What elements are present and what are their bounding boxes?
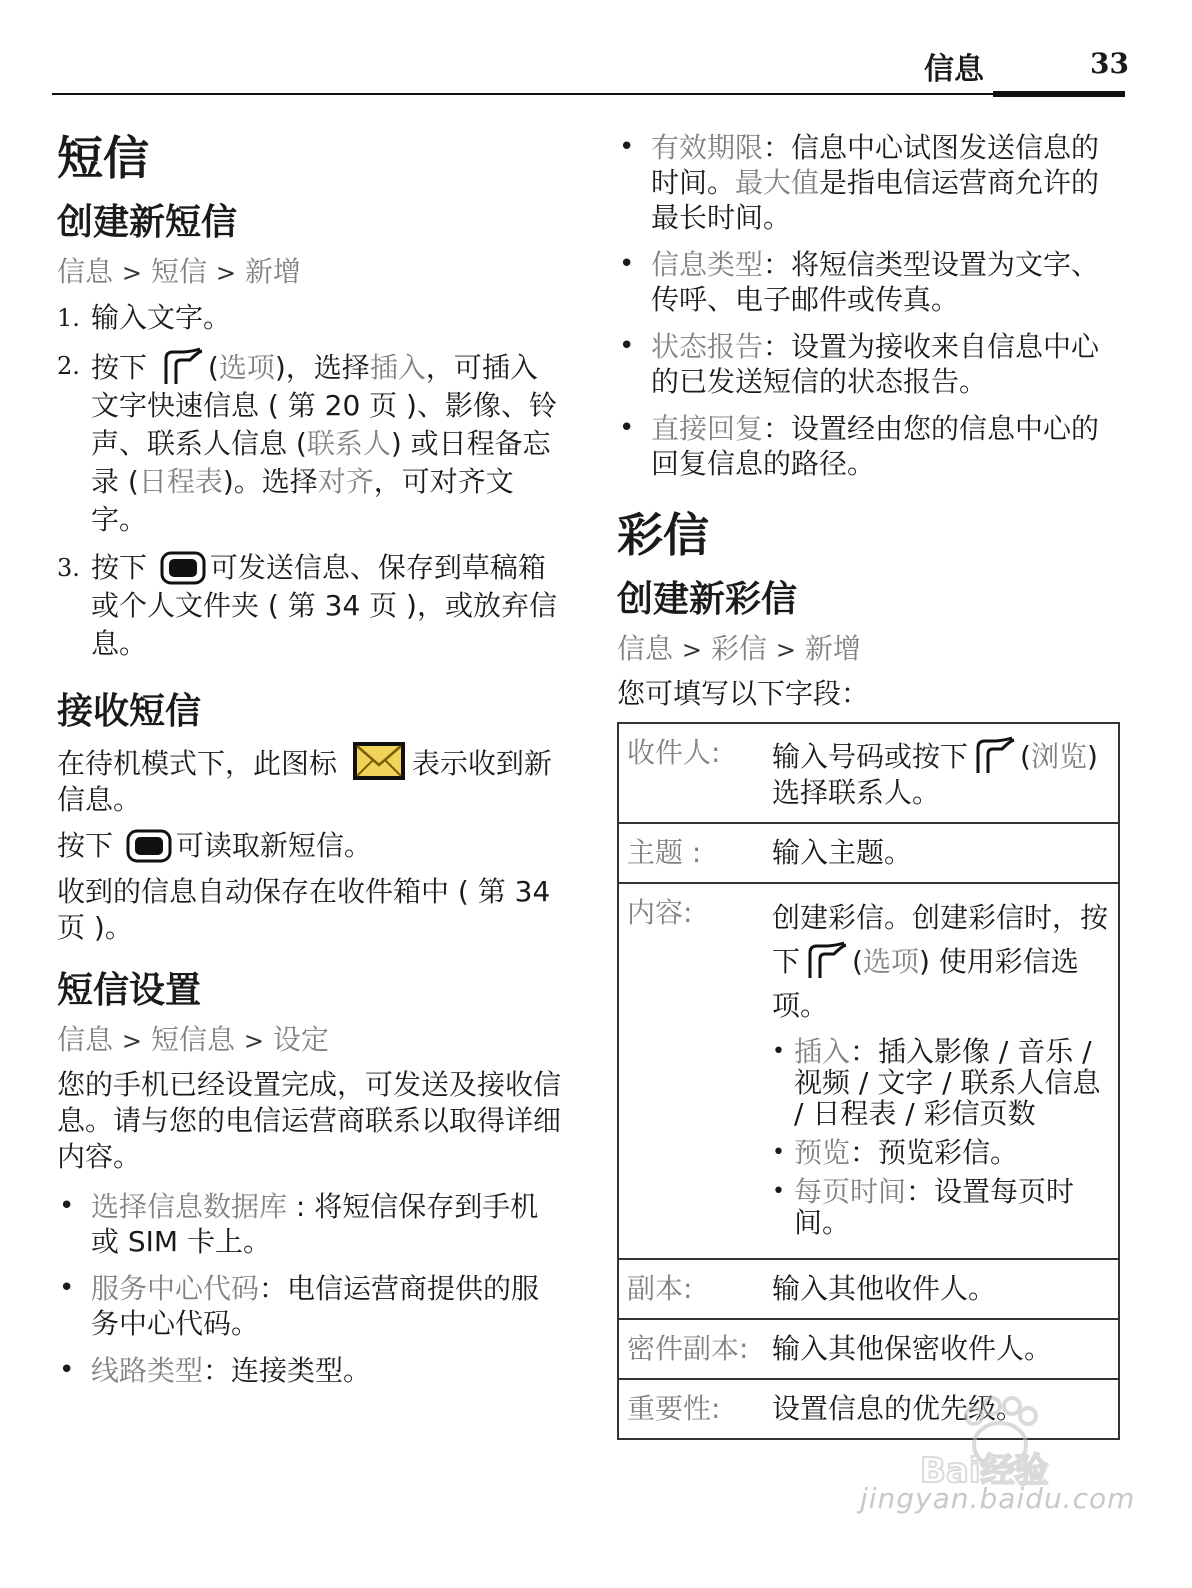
- sms-settings-list: [57, 1189, 562, 1388]
- list-item: • 每页时间：设置每页时间。: [772, 1175, 1075, 1239]
- list-item: • 状态报告：设置为接收来自信息中心的已发送短信的状态报告。: [619, 330, 1100, 398]
- receive-sms-heading: 接收短信: [57, 691, 202, 732]
- center-key-icon: [160, 551, 206, 585]
- table-row: [618, 1259, 1119, 1319]
- list-item: • 有效期限：信息中心试图发送信息的时间。最大值是指电信运营商允许的最长时间。: [619, 131, 1100, 234]
- create-mms-menu-path: 信息 > 彩信 > 新增: [617, 632, 861, 665]
- baidu-watermark-text: jingyan.baidu.com: [860, 1482, 1136, 1515]
- table-row: [618, 883, 1119, 1259]
- step-1: 1. 输入文字。: [57, 301, 232, 334]
- table-row: [618, 823, 1119, 883]
- list-item: • 线路类型：连接类型。: [59, 1354, 372, 1387]
- list-item: • 插入：插入影像 / 音乐 / 视频 / 文字 / 联系人信息 / 日程表 / 彩信页数: [772, 1035, 1101, 1130]
- envelope-icon: [352, 741, 406, 781]
- list-item: • 信息类型：将短信类型设置为文字、传呼、电子邮件或传真。: [619, 248, 1100, 316]
- sms-settings-intro: 您的手机已经设置完成，可发送及接收信息。请与您的电信运营商联系以取得详细内容。: [57, 1068, 562, 1173]
- sms-heading: 短信: [57, 131, 149, 185]
- field-label: 重要性:: [618, 1379, 766, 1439]
- list-item: • 直接回复：设置经由您的信息中心的回复信息的路径。: [619, 412, 1100, 480]
- left-softkey-icon: [972, 736, 1016, 776]
- step-3: 3. 按下 可发送信息、保存到草稿箱或个人文件夹 ( 第 34 页 )，或放弃信息。: [57, 551, 557, 660]
- mms-options-list: [772, 1036, 1112, 1238]
- create-sms-steps: [57, 299, 562, 663]
- list-item: • 选择信息数据库 : 将短信保存到手机或 SIM 卡上。: [59, 1190, 539, 1258]
- field-description: 输入其他收件人。: [766, 1259, 1119, 1319]
- header-rule: [52, 93, 1125, 95]
- page-number: 33: [1090, 47, 1129, 80]
- create-sms-heading: 创建新短信: [57, 202, 238, 243]
- receive-sms-para-2: 按下 可读取新短信。: [57, 829, 372, 862]
- list-item: • 服务中心代码：电信运营商提供的服务中心代码。: [59, 1272, 540, 1340]
- mms-heading: 彩信: [617, 508, 709, 562]
- receive-sms-para-3: 收到的信息自动保存在收件箱中 ( 第 34 页 )。: [57, 875, 551, 944]
- create-mms-intro: 您可填写以下字段：: [617, 677, 870, 710]
- running-header-section: 信息: [924, 52, 984, 87]
- left-softkey-icon: [804, 941, 848, 981]
- svg-text:Bai经验: Bai经验: [920, 1451, 1049, 1491]
- header-rule-accent: [993, 91, 1125, 97]
- right-column: [617, 130, 1122, 1440]
- field-label: 内容:: [618, 883, 766, 1259]
- create-mms-heading: 创建新彩信: [617, 579, 798, 620]
- field-label: 副本:: [618, 1259, 766, 1319]
- table-row: [618, 1319, 1119, 1379]
- list-item: • 预览：预览彩信。: [772, 1136, 1019, 1169]
- receive-sms-para-1: 在待机模式下，此图标 表示收到新信息。: [57, 741, 562, 818]
- field-description: 输入号码或按下 (浏览) 选择联系人。: [766, 723, 1119, 823]
- sms-settings-heading: 短信设置: [57, 970, 202, 1011]
- sms-settings-list-continued: [617, 130, 1122, 481]
- table-row: [618, 723, 1119, 823]
- left-softkey-icon: [160, 347, 204, 387]
- left-column: [57, 128, 562, 1400]
- center-key-icon: [126, 829, 172, 863]
- field-description: 设置信息的优先级。: [766, 1379, 1119, 1439]
- sms-settings-menu-path: 信息 > 短信息 > 设定: [57, 1023, 329, 1056]
- field-description: 输入主题。: [766, 823, 1119, 883]
- field-label: 收件人:: [618, 723, 766, 823]
- field-description: 创建彩信。创建彩信时，按下 (选项) 使用彩信选项。 • 插入：插入影像 / 音乐 / 视频 / 文字 / 联系人信息 / 日程表 / 彩信页数 • 预览：预览彩信。 • 每页时间：设置每页时间。: [766, 883, 1119, 1259]
- step-2: 2. 按下 (选项)，选择插入，可插入文字快速信息 ( 第 20 页 )、影像、铃声、联系人信息 (联系人) 或日程备忘录 (日程表)。选择对齐，可对齐文字。: [57, 347, 562, 539]
- create-sms-menu-path: 信息 > 短信 > 新增: [57, 255, 301, 288]
- mms-fields-table: [617, 722, 1120, 1440]
- field-description: 输入其他保密收件人。: [766, 1319, 1119, 1379]
- field-label: 主题 :: [618, 823, 766, 883]
- field-label: 密件副本:: [618, 1319, 766, 1379]
